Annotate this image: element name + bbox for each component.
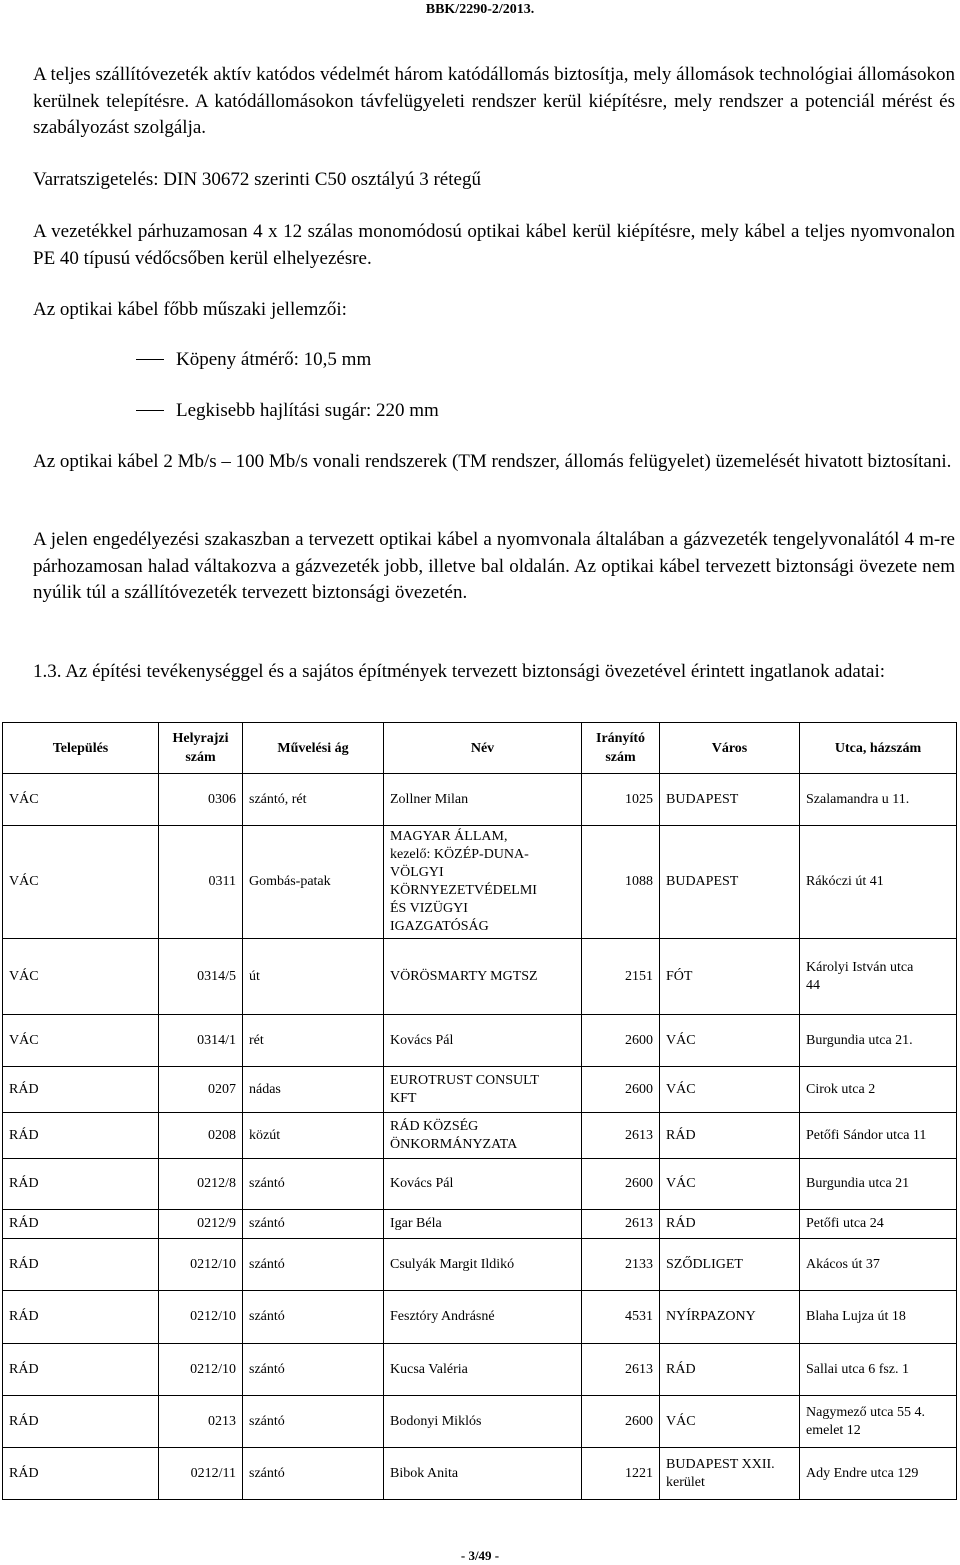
cell-name: MAGYAR ÁLLAM, kezelő: KÖZÉP-DUNA- VÖLGYI KÖRNYEZETVÉDELMI ÉS VIZÜGYI IGAZGATÓSÁG	[384, 826, 582, 939]
cell-parcel: 0212/11	[159, 1448, 243, 1500]
cell-postal-code: 2613	[582, 1344, 660, 1396]
cell-street: Akácos út 37	[800, 1239, 957, 1291]
cell-name: Zollner Milan	[384, 774, 582, 826]
cell-cultivation: szántó	[243, 1239, 384, 1291]
cell-settlement: VÁC	[3, 1015, 159, 1067]
table-row	[3, 1067, 957, 1113]
cell-city: RÁD	[660, 1344, 800, 1396]
cell-name: Igar Béla	[384, 1210, 582, 1239]
cell-settlement: RÁD	[3, 1210, 159, 1239]
cell-postal-code: 2600	[582, 1159, 660, 1210]
cell-settlement: VÁC	[3, 939, 159, 1015]
cell-city: SZŐDLIGET	[660, 1239, 800, 1291]
cell-cultivation: szántó	[243, 1448, 384, 1500]
cell-cultivation: szántó, rét	[243, 774, 384, 826]
paragraph-cable-specs-intro: Az optikai kábel főbb műszaki jellemzői:	[33, 299, 347, 320]
bullet-item-jacket-diameter	[136, 347, 371, 373]
cell-cultivation: rét	[243, 1015, 384, 1067]
cell-name: Kovács Pál	[384, 1015, 582, 1067]
column-header-cultivation: Művelési ág	[243, 723, 384, 774]
cell-settlement: VÁC	[3, 774, 159, 826]
cell-postal-code: 2600	[582, 1015, 660, 1067]
cell-street: Ady Endre utca 129	[800, 1448, 957, 1500]
cell-postal-code: 2613	[582, 1113, 660, 1159]
cell-name: Kovács Pál	[384, 1159, 582, 1210]
cell-postal-code: 1221	[582, 1448, 660, 1500]
cell-street: Petőfi Sándor utca 11	[800, 1113, 957, 1159]
cell-cultivation: nádas	[243, 1067, 384, 1113]
section-heading-affected-properties: 1.3. Az építési tevékenységgel és a sajátos építmények tervezett biztonsági övezetével érintett ingatlanok adatai:	[33, 661, 886, 682]
cell-street: Blaha Lujza út 18	[800, 1291, 957, 1344]
cell-city: FÓT	[660, 939, 800, 1015]
cell-street: Cirok utca 2	[800, 1067, 957, 1113]
cell-city: BUDAPEST	[660, 826, 800, 939]
cell-postal-code: 2151	[582, 939, 660, 1015]
cell-postal-code: 2600	[582, 1067, 660, 1113]
table-row	[3, 1015, 957, 1067]
cell-settlement: RÁD	[3, 1113, 159, 1159]
cell-street: Rákóczi út 41	[800, 826, 957, 939]
cell-parcel: 0306	[159, 774, 243, 826]
column-header-street: Utca, házszám	[800, 723, 957, 774]
cell-name: VÖRÖSMARTY MGTSZ	[384, 939, 582, 1015]
cell-parcel: 0212/9	[159, 1210, 243, 1239]
cell-cultivation: út	[243, 939, 384, 1015]
cell-parcel: 0207	[159, 1067, 243, 1113]
cell-parcel: 0208	[159, 1113, 243, 1159]
column-header-postal-code: Irányító szám	[582, 723, 660, 774]
cell-cultivation: Gombás-patak	[243, 826, 384, 939]
cell-street: Nagymező utca 55 4. emelet 12	[800, 1396, 957, 1448]
cell-city: BUDAPEST XXII. kerület	[660, 1448, 800, 1500]
page-number: - 3/49 -	[460, 1548, 500, 1563]
cell-street: Burgundia utca 21	[800, 1159, 957, 1210]
column-header-parcel-number: Helyrajzi szám	[159, 723, 243, 774]
column-header-city: Város	[660, 723, 800, 774]
cell-parcel: 0212/10	[159, 1291, 243, 1344]
table-row	[3, 1396, 957, 1448]
paragraph-optical-cable: A vezetékkel párhuzamosan 4 x 12 szálas monomódosú optikai kábel kerül kiépítésre, mely kábel a teljes nyomvonalon PE 40 típusú védőcsőben kerül elhelyezésre.	[33, 221, 955, 269]
table-header-row	[3, 723, 957, 774]
cell-name: Bibok Anita	[384, 1448, 582, 1500]
cell-cultivation: közút	[243, 1113, 384, 1159]
cell-settlement: RÁD	[3, 1239, 159, 1291]
property-table	[2, 722, 957, 1500]
column-header-name: Név	[384, 723, 582, 774]
column-header-settlement: Település	[3, 723, 159, 774]
table-row	[3, 1344, 957, 1396]
cell-parcel: 0212/8	[159, 1159, 243, 1210]
cell-settlement: RÁD	[3, 1067, 159, 1113]
dash-icon	[136, 410, 164, 411]
cell-postal-code: 2613	[582, 1210, 660, 1239]
cell-city: RÁD	[660, 1210, 800, 1239]
cell-settlement: RÁD	[3, 1159, 159, 1210]
paragraph-route-description: A jelen engedélyezési szakaszban a tervezett optikai kábel a nyomvonala általában a gázvezeték tengelyvonalától 4 m-re párhozamosan halad váltakozva a gázvezeték jobb, illetve bal oldalán. Az optikai kábel tervezett biztonsági övezete nem nyúlik túl a szállítóvezeték tervezett biztonsági övezetén.	[33, 529, 955, 603]
cell-street: Károlyi István utca 44	[800, 939, 957, 1015]
cell-postal-code: 1025	[582, 774, 660, 826]
cell-parcel: 0212/10	[159, 1344, 243, 1396]
cell-cultivation: szántó	[243, 1396, 384, 1448]
cell-settlement: VÁC	[3, 826, 159, 939]
cell-name: EUROTRUST CONSULT KFT	[384, 1067, 582, 1113]
cell-postal-code: 1088	[582, 826, 660, 939]
cell-name: Kucsa Valéria	[384, 1344, 582, 1396]
cell-parcel: 0213	[159, 1396, 243, 1448]
cell-parcel: 0311	[159, 826, 243, 939]
cell-name: RÁD KÖZSÉG ÖNKORMÁNYZATA	[384, 1113, 582, 1159]
dash-icon	[136, 359, 164, 360]
cell-name: Fesztóry Andrásné	[384, 1291, 582, 1344]
cell-city: VÁC	[660, 1159, 800, 1210]
bullet-text: Köpeny átmérő: 10,5 mm	[176, 349, 372, 370]
cell-city: VÁC	[660, 1067, 800, 1113]
cell-city: BUDAPEST	[660, 774, 800, 826]
cell-parcel: 0314/5	[159, 939, 243, 1015]
table-row	[3, 1239, 957, 1291]
table-row	[3, 1291, 957, 1344]
paragraph-weld-insulation: Varratszigetelés: DIN 30672 szerinti C50 osztályú 3 rétegű	[33, 169, 481, 190]
paragraph-cable-purpose: Az optikai kábel 2 Mb/s – 100 Mb/s vonali rendszerek (TM rendszer, állomás felügyelet) üzemelését hivatott biztosítani.	[33, 451, 952, 472]
cell-settlement: RÁD	[3, 1448, 159, 1500]
cell-postal-code: 4531	[582, 1291, 660, 1344]
cell-city: RÁD	[660, 1113, 800, 1159]
cell-settlement: RÁD	[3, 1344, 159, 1396]
cell-city: NYÍRPAZONY	[660, 1291, 800, 1344]
cell-name: Csulyák Margit Ildikó	[384, 1239, 582, 1291]
cell-parcel: 0314/1	[159, 1015, 243, 1067]
cell-settlement: RÁD	[3, 1396, 159, 1448]
cell-postal-code: 2600	[582, 1396, 660, 1448]
cell-street: Burgundia utca 21.	[800, 1015, 957, 1067]
cell-street: Petőfi utca 24	[800, 1210, 957, 1239]
cell-city: VÁC	[660, 1015, 800, 1067]
cell-parcel: 0212/10	[159, 1239, 243, 1291]
paragraph-cathodic-protection: A teljes szállítóvezeték aktív katódos védelmét három katódállomás biztosítja, mely állomások technológiai állomásokon kerülnek telepítésre. A katódállomásokon távfelügyeleti rendszer kerül kiépítésre, mely rendszer a potenciál mérést és szabályozást szolgálja.	[33, 64, 955, 138]
bullet-item-bending-radius	[136, 398, 439, 424]
cell-cultivation: szántó	[243, 1344, 384, 1396]
table-row	[3, 1159, 957, 1210]
table-row	[3, 1448, 957, 1500]
cell-settlement: RÁD	[3, 1291, 159, 1344]
table-row	[3, 774, 957, 826]
table-row	[3, 1210, 957, 1239]
document-header: BBK/2290-2/2013.	[425, 2, 535, 17]
cell-street: Szalamandra u 11.	[800, 774, 957, 826]
cell-city: VÁC	[660, 1396, 800, 1448]
cell-cultivation: szántó	[243, 1291, 384, 1344]
bullet-text: Legkisebb hajlítási sugár: 220 mm	[176, 400, 439, 421]
cell-cultivation: szántó	[243, 1210, 384, 1239]
cell-postal-code: 2133	[582, 1239, 660, 1291]
table-row	[3, 826, 957, 939]
table-row	[3, 1113, 957, 1159]
cell-name: Bodonyi Miklós	[384, 1396, 582, 1448]
cell-street: Sallai utca 6 fsz. 1	[800, 1344, 957, 1396]
cell-cultivation: szántó	[243, 1159, 384, 1210]
table-row	[3, 939, 957, 1015]
